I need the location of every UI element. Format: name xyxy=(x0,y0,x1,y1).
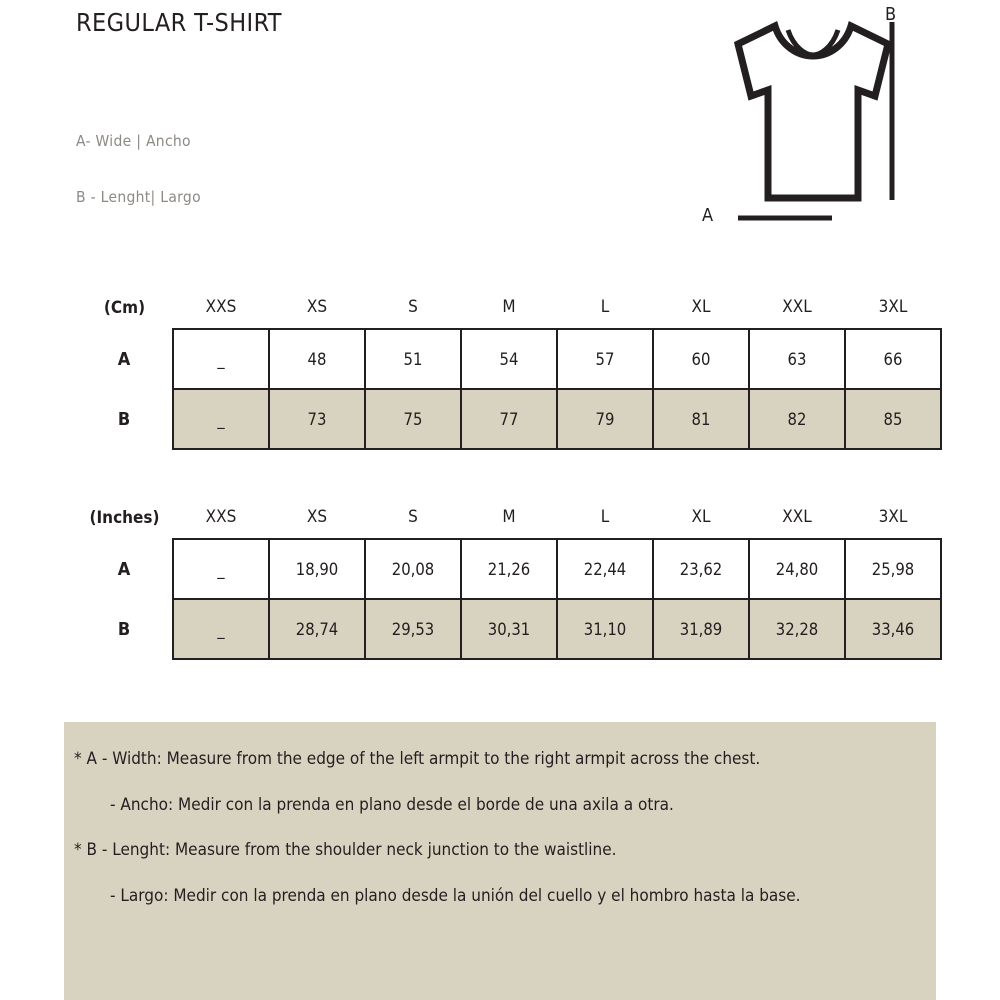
table-header-row xyxy=(76,286,941,329)
col-header-xxs: XXS xyxy=(205,507,237,527)
size-table-inches xyxy=(76,496,942,660)
legend-length: B - Lenght| Largo xyxy=(76,188,201,206)
cell-cm-a-xxs: _ xyxy=(173,329,269,389)
note-length-es: - Largo: Medir con la prenda en plano desde la unión del cuello y el hombro hasta la base. xyxy=(110,885,801,906)
tshirt-outline-icon xyxy=(680,0,940,250)
cell-in-a-xxl: 24,80 xyxy=(749,539,845,599)
col-header-xxs: XXS xyxy=(205,297,237,317)
cell-in-a-xs: 18,90 xyxy=(269,539,365,599)
cell-in-b-s: 29,53 xyxy=(365,599,461,659)
cell-cm-b-xxl: 82 xyxy=(749,389,845,449)
cell-in-b-xl: 31,89 xyxy=(653,599,749,659)
cell-cm-a-l: 57 xyxy=(557,329,653,389)
col-header-m: M xyxy=(502,507,516,527)
row-label-b: B xyxy=(117,618,131,640)
size-table-cm xyxy=(76,286,942,450)
table-row xyxy=(76,329,941,389)
cell-cm-a-s: 51 xyxy=(365,329,461,389)
cell-in-a-xxs: _ xyxy=(173,539,269,599)
col-header-xs: XS xyxy=(306,507,328,527)
table-row xyxy=(76,389,941,449)
cell-in-a-3xl: 25,98 xyxy=(845,539,941,599)
cell-in-a-l: 22,44 xyxy=(557,539,653,599)
cell-cm-b-l: 79 xyxy=(557,389,653,449)
tshirt-diagram xyxy=(680,0,940,250)
cell-cm-b-xl: 81 xyxy=(653,389,749,449)
note-width-es: - Ancho: Medir con la prenda en plano desde el borde de una axila a otra. xyxy=(110,794,674,815)
cell-in-b-xs: 28,74 xyxy=(269,599,365,659)
cell-cm-a-3xl: 66 xyxy=(845,329,941,389)
unit-label-cm: (Cm) xyxy=(103,297,146,318)
cell-cm-b-s: 75 xyxy=(365,389,461,449)
cell-cm-b-xxs: _ xyxy=(173,389,269,449)
diagram-label-b: B xyxy=(885,4,897,25)
col-header-xxl: XXL xyxy=(782,297,812,317)
note-length-en: * B - Lenght: Measure from the shoulder neck junction to the waistline. xyxy=(74,840,617,861)
col-header-xl: XL xyxy=(691,507,711,527)
cell-in-b-l: 31,10 xyxy=(557,599,653,659)
table-header-row xyxy=(76,496,941,539)
table-row xyxy=(76,539,941,599)
cell-in-b-m: 30,31 xyxy=(461,599,557,659)
cell-in-a-s: 20,08 xyxy=(365,539,461,599)
col-header-s: S xyxy=(408,507,418,527)
measurement-notes xyxy=(64,722,936,1000)
cell-in-b-xxs: _ xyxy=(173,599,269,659)
legend-width: A- Wide | Ancho xyxy=(76,132,191,150)
cell-cm-a-xs: 48 xyxy=(269,329,365,389)
cell-cm-a-m: 54 xyxy=(461,329,557,389)
cell-cm-a-xxl: 63 xyxy=(749,329,845,389)
row-label-a: A xyxy=(117,348,131,370)
cell-in-b-xxl: 32,28 xyxy=(749,599,845,659)
col-header-xl: XL xyxy=(691,297,711,317)
cell-cm-a-xl: 60 xyxy=(653,329,749,389)
col-header-m: M xyxy=(502,297,516,317)
row-label-b: B xyxy=(117,408,131,430)
col-header-l: L xyxy=(600,507,610,527)
diagram-label-a: A xyxy=(702,205,714,226)
col-header-xxl: XXL xyxy=(782,507,812,527)
cell-in-a-m: 21,26 xyxy=(461,539,557,599)
unit-label-inches: (Inches) xyxy=(89,507,160,528)
col-header-l: L xyxy=(600,297,610,317)
table-row xyxy=(76,599,941,659)
cell-cm-b-m: 77 xyxy=(461,389,557,449)
col-header-xs: XS xyxy=(306,297,328,317)
page-title: REGULAR T-SHIRT xyxy=(76,8,282,37)
cell-in-b-3xl: 33,46 xyxy=(845,599,941,659)
col-header-s: S xyxy=(408,297,418,317)
col-header-3xl: 3XL xyxy=(878,507,908,527)
note-width-en: * A - Width: Measure from the edge of the left armpit to the right armpit across the chest. xyxy=(74,749,761,769)
row-label-a: A xyxy=(117,558,131,580)
cell-in-a-xl: 23,62 xyxy=(653,539,749,599)
cell-cm-b-xs: 73 xyxy=(269,389,365,449)
cell-cm-b-3xl: 85 xyxy=(845,389,941,449)
col-header-3xl: 3XL xyxy=(878,297,908,317)
